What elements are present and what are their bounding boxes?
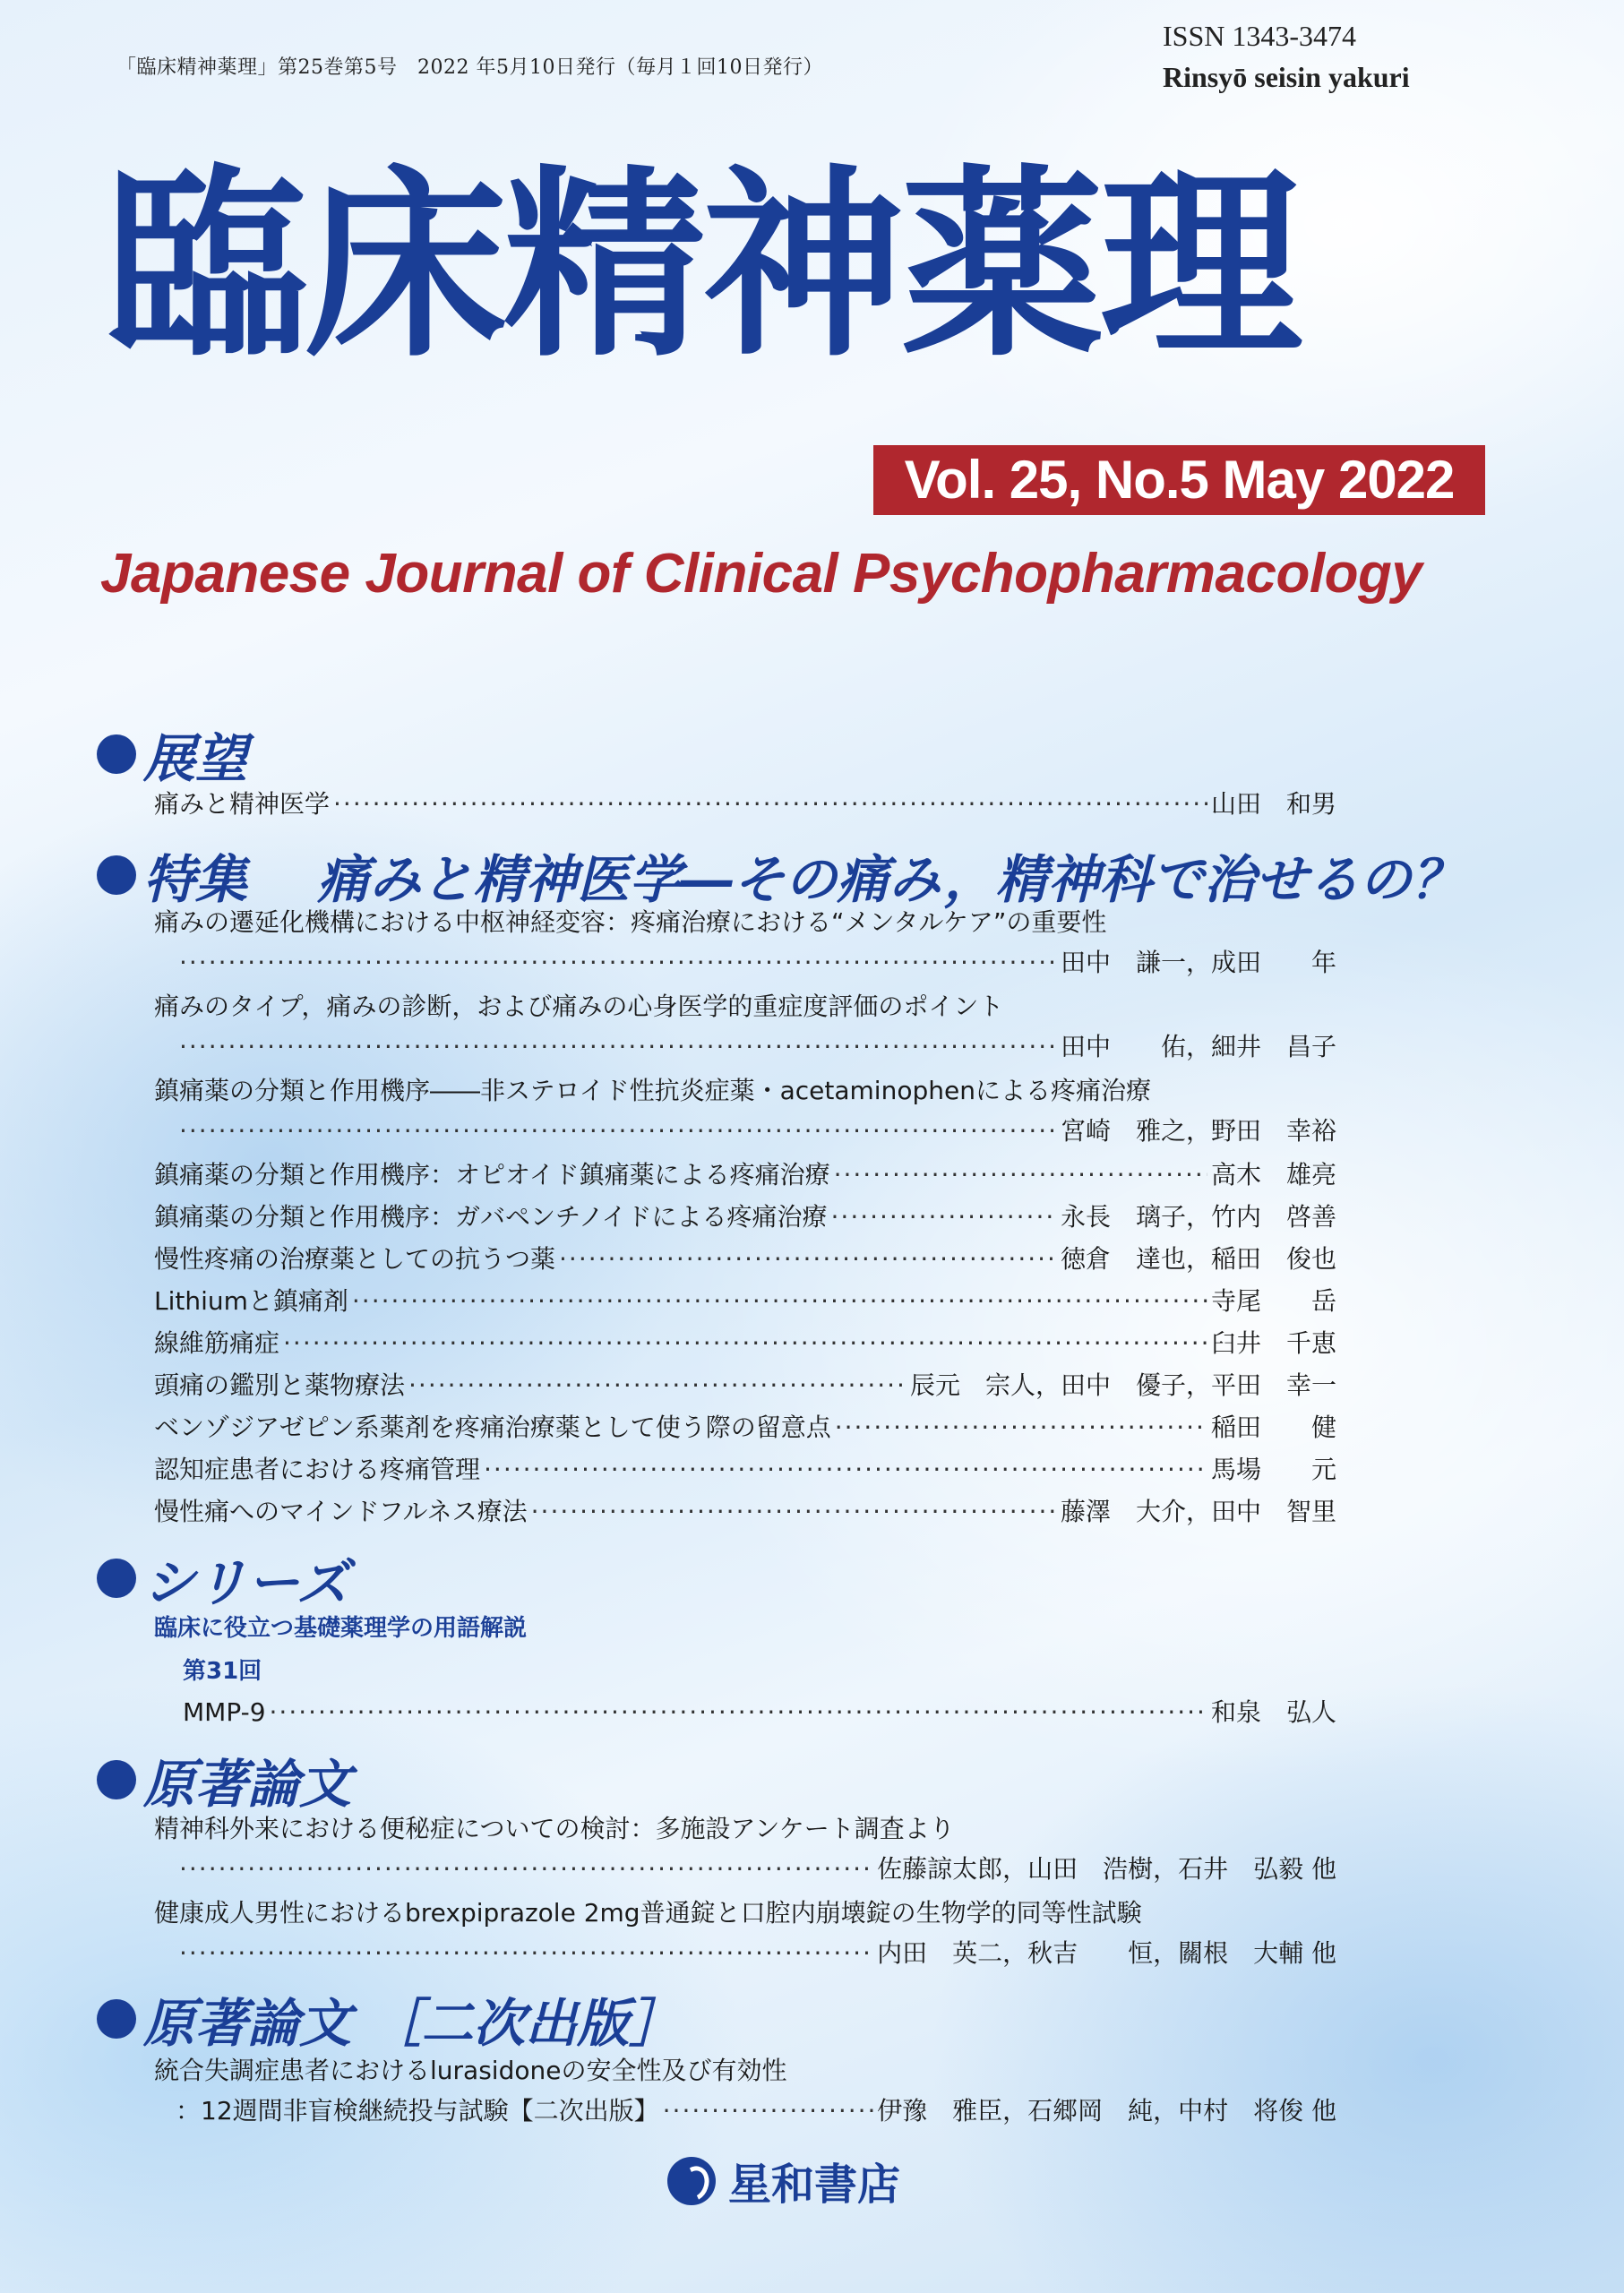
series-name: 臨床に役立つ基礎薬理学の用語解説 xyxy=(154,1615,528,1642)
toc-entry[interactable] xyxy=(179,943,1336,979)
toc-entry[interactable] xyxy=(154,1324,1336,1360)
section-heading-label: 特集 痛みと精神医学―その痛み，精神科で治せるの？ xyxy=(143,849,1464,910)
toc-entry[interactable] xyxy=(154,1450,1336,1486)
article-authors: 馬場 元 xyxy=(1210,1455,1336,1484)
leader-dots xyxy=(179,1854,873,1884)
article-title: 認知症患者における疼痛管理 xyxy=(154,1455,481,1484)
leader-dots xyxy=(270,1697,1207,1727)
section-heading-original xyxy=(97,1742,351,1817)
article-authors: 徳倉 達也，稲田 俊也 xyxy=(1060,1244,1336,1274)
toc-entry[interactable] xyxy=(154,1366,1336,1402)
toc-entry[interactable] xyxy=(176,2091,1336,2127)
article-title: 痛みのタイプ，痛みの診断，および痛みの心身医学的重症度評価のポイント xyxy=(154,992,1004,1021)
toc-entry[interactable] xyxy=(154,1282,1336,1318)
section-heading-label: 展望 xyxy=(143,728,248,789)
article-authors: 山田 和男 xyxy=(1210,789,1336,819)
article-title: 健康成人男性におけるbrexpiprazole 2mg普通錠と口腔内崩壊錠の生物学的同等性試験 xyxy=(154,1898,1142,1928)
article-authors: 田中 謙一，成田 年 xyxy=(1060,948,1336,977)
volume-badge: Vol. 25, No.5 May 2022 xyxy=(873,445,1485,515)
section-heading-series xyxy=(97,1541,348,1616)
article-title: 痛みの遷延化機構における中枢神経変容：疼痛治療における“メンタルケア”の重要性 xyxy=(154,907,1107,937)
journal-romaji: Rinsyō seisin yakuri xyxy=(1163,61,1410,93)
article-authors: 内田 英二，秋吉 恒，關根 大輔 他 xyxy=(877,1938,1336,1968)
section-heading-label: 原著論文 xyxy=(143,1754,352,1815)
bullet-icon xyxy=(97,855,136,895)
bullet-icon xyxy=(97,1999,136,2039)
toc-entry[interactable] xyxy=(179,1850,1336,1885)
article-title: 痛みと精神医学 xyxy=(154,789,331,819)
section-heading-tokushu xyxy=(97,837,1464,913)
journal-english-title: Japanese Journal of Clinical Psychopharmacology xyxy=(100,543,1422,605)
article-title: 鎮痛薬の分類と作用機序：ガバペンチノイドによる疼痛治療 xyxy=(154,1202,828,1232)
toc-entry[interactable] xyxy=(154,1408,1336,1444)
leader-dots xyxy=(835,1413,1207,1442)
bullet-icon xyxy=(97,734,136,774)
article-authors: 永長 璃子，竹内 啓善 xyxy=(1060,1202,1336,1232)
series-installment: 第31回 xyxy=(183,1658,262,1685)
leader-dots xyxy=(283,1328,1207,1358)
article-authors: 和泉 弘人 xyxy=(1210,1697,1336,1727)
article-authors: 佐藤諒太郎，山田 浩樹，石井 弘毅 他 xyxy=(877,1854,1336,1884)
article-title: ベンゾジアゼピン系薬剤を疼痛治療薬として使う際の留意点 xyxy=(154,1413,831,1442)
article-title: 慢性疼痛の治療薬としての抗うつ薬 xyxy=(154,1244,556,1274)
leader-dots xyxy=(352,1286,1207,1316)
article-authors: 辰元 宗人，田中 優子，平田 幸一 xyxy=(909,1370,1336,1400)
section-heading-tenbou xyxy=(97,717,247,792)
issn: ISSN 1343-3474 xyxy=(1163,20,1357,52)
article-subtitle: ：12週間非盲検継続投与試験【二次出版】 xyxy=(176,2096,659,2126)
publisher xyxy=(667,2150,900,2211)
leader-dots xyxy=(484,1455,1207,1484)
article-authors: 高木 雄亮 xyxy=(1210,1160,1336,1189)
article-authors: 藤澤 大介，田中 智里 xyxy=(1060,1497,1336,1526)
bullet-icon xyxy=(97,1760,136,1799)
leader-dots xyxy=(531,1497,1057,1526)
leader-dots xyxy=(559,1244,1057,1274)
toc-entry[interactable] xyxy=(179,1934,1336,1970)
article-title: 頭痛の鑑別と薬物療法 xyxy=(154,1370,406,1400)
article-authors: 田中 佑，細井 昌子 xyxy=(1060,1032,1336,1061)
bullet-icon xyxy=(97,1559,136,1598)
article-title: MMP-9 xyxy=(183,1697,266,1727)
article-title: 線維筋痛症 xyxy=(154,1328,280,1358)
publisher-name: 星和書店 xyxy=(728,2160,901,2210)
toc-entry[interactable] xyxy=(179,1027,1336,1063)
article-authors: 宮崎 雅之，野田 幸裕 xyxy=(1060,1116,1336,1146)
leader-dots xyxy=(179,1032,1057,1061)
toc-entry[interactable] xyxy=(154,1492,1336,1528)
article-title: 慢性痛へのマインドフルネス療法 xyxy=(154,1497,528,1526)
leader-dots xyxy=(831,1202,1057,1232)
section-heading-secondary xyxy=(97,1981,681,2057)
toc-entry[interactable] xyxy=(179,1112,1336,1147)
journal-title: 臨床精神薬理 xyxy=(106,149,1300,384)
toc-entry[interactable] xyxy=(154,1155,1336,1191)
leader-dots xyxy=(333,789,1207,819)
leader-dots xyxy=(663,2096,873,2126)
publisher-logo-icon xyxy=(667,2157,716,2205)
toc-entry[interactable] xyxy=(154,785,1336,820)
toc-entry[interactable] xyxy=(154,1240,1336,1275)
section-heading-label: シリーズ xyxy=(143,1552,349,1613)
issue-info: 「臨床精神薬理」第25巻第5号 2022 年5月10日発行（毎月１回10日発行） xyxy=(116,56,823,79)
article-authors: 稲田 健 xyxy=(1210,1413,1336,1442)
leader-dots xyxy=(179,1938,873,1968)
toc-entry[interactable] xyxy=(154,1198,1336,1233)
section-heading-label: 原著論文 ［二次出版］ xyxy=(143,1993,682,2054)
article-authors: 臼井 千恵 xyxy=(1210,1328,1336,1358)
leader-dots xyxy=(408,1370,907,1400)
leader-dots xyxy=(179,948,1057,977)
article-title: 統合失調症患者におけるlurasidoneの安全性及び有効性 xyxy=(154,2056,787,2085)
article-authors: 伊豫 雅臣，石郷岡 純，中村 将俊 他 xyxy=(877,2096,1336,2126)
article-title: 鎮痛薬の分類と作用機序――非ステロイド性抗炎症薬・acetaminophenによる疼痛治療 xyxy=(154,1076,1151,1105)
article-title: 鎮痛薬の分類と作用機序：オピオイド鎮痛薬による疼痛治療 xyxy=(154,1160,830,1189)
leader-dots xyxy=(834,1160,1207,1189)
article-title: Lithiumと鎮痛剤 xyxy=(154,1286,348,1316)
article-authors: 寺尾 岳 xyxy=(1210,1286,1336,1316)
article-title: 精神科外来における便秘症についての検討：多施設アンケート調査より xyxy=(154,1814,955,1843)
leader-dots xyxy=(179,1116,1057,1146)
toc-entry[interactable] xyxy=(183,1693,1336,1729)
